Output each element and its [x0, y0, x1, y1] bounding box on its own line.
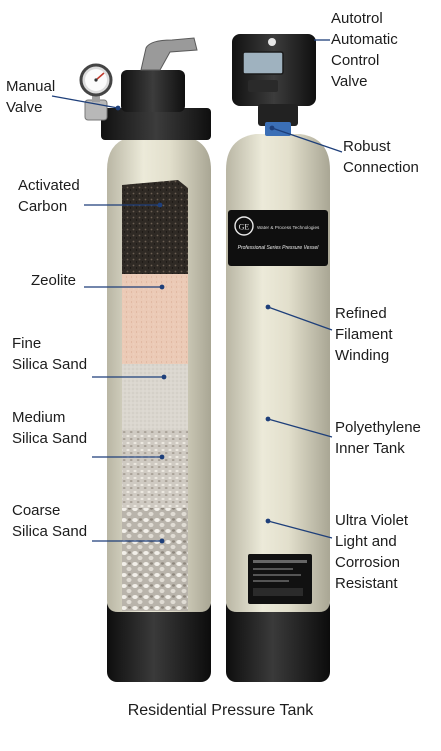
label-line: Resistant: [335, 575, 398, 592]
label-line: Silica Sand: [12, 523, 88, 540]
left-tank-cutaway: [122, 180, 188, 611]
label-line: Coarse: [12, 502, 61, 519]
fine-sand-layer: [122, 364, 188, 430]
label-line: Silica Sand: [12, 356, 88, 373]
spec-plate: [248, 554, 312, 604]
label-line: Robust: [343, 138, 391, 155]
ge-company-text: Water & Process Technologies: [257, 225, 320, 230]
label-robust-connection: [343, 136, 419, 178]
label-line: Refined: [335, 305, 387, 322]
label-line: Light and: [335, 533, 397, 550]
label-zeolite: [31, 270, 76, 291]
ge-logo-text: GE: [238, 222, 250, 232]
right-tank-body: [226, 134, 330, 612]
ge-product-text: Professional Series Pressure Vessel: [237, 245, 319, 251]
label-line: Control: [331, 52, 380, 69]
label-line: Medium: [12, 409, 66, 426]
label-line: Fine: [12, 335, 42, 352]
right-tank: [226, 34, 330, 682]
pressure-gauge-icon: [81, 65, 111, 95]
label-line: Inner Tank: [335, 440, 405, 457]
label-line: Filament: [335, 326, 393, 343]
control-valve-head: [232, 34, 316, 136]
label-manual-valve: [6, 76, 55, 118]
label-line: Autotrol: [331, 10, 383, 27]
ge-label: [228, 210, 328, 266]
label-line: Corrosion: [335, 554, 401, 571]
label-fine-silica-sand: [12, 333, 87, 375]
label-inner-tank: [335, 417, 421, 459]
label-line: Automatic: [331, 31, 398, 48]
label-line: Polyethylene: [335, 419, 421, 436]
label-coarse-silica-sand: [12, 500, 87, 542]
label-line: Silica Sand: [12, 430, 88, 447]
label-uv-resistant: [335, 510, 408, 594]
label-line: Zeolite: [31, 272, 77, 289]
label-filament-winding: [335, 303, 393, 366]
medium-sand-layer: [122, 430, 188, 508]
coarse-sand-layer: [122, 508, 188, 611]
label-line: Manual: [6, 78, 56, 95]
label-line: Valve: [331, 73, 368, 90]
label-line: Carbon: [18, 198, 68, 215]
label-line: Valve: [6, 99, 43, 116]
label-line: Activated: [18, 177, 80, 194]
label-control-valve: [331, 8, 398, 92]
carbon-layer: [122, 180, 188, 274]
label-line: Connection: [343, 159, 419, 176]
label-line: Ultra Violet: [335, 512, 409, 529]
diagram-caption: Residential Pressure Tank: [127, 702, 314, 719]
label-medium-silica-sand: [12, 407, 87, 449]
label-activated-carbon: [18, 175, 80, 217]
label-line: Winding: [335, 347, 390, 364]
left-tank: [81, 38, 211, 682]
